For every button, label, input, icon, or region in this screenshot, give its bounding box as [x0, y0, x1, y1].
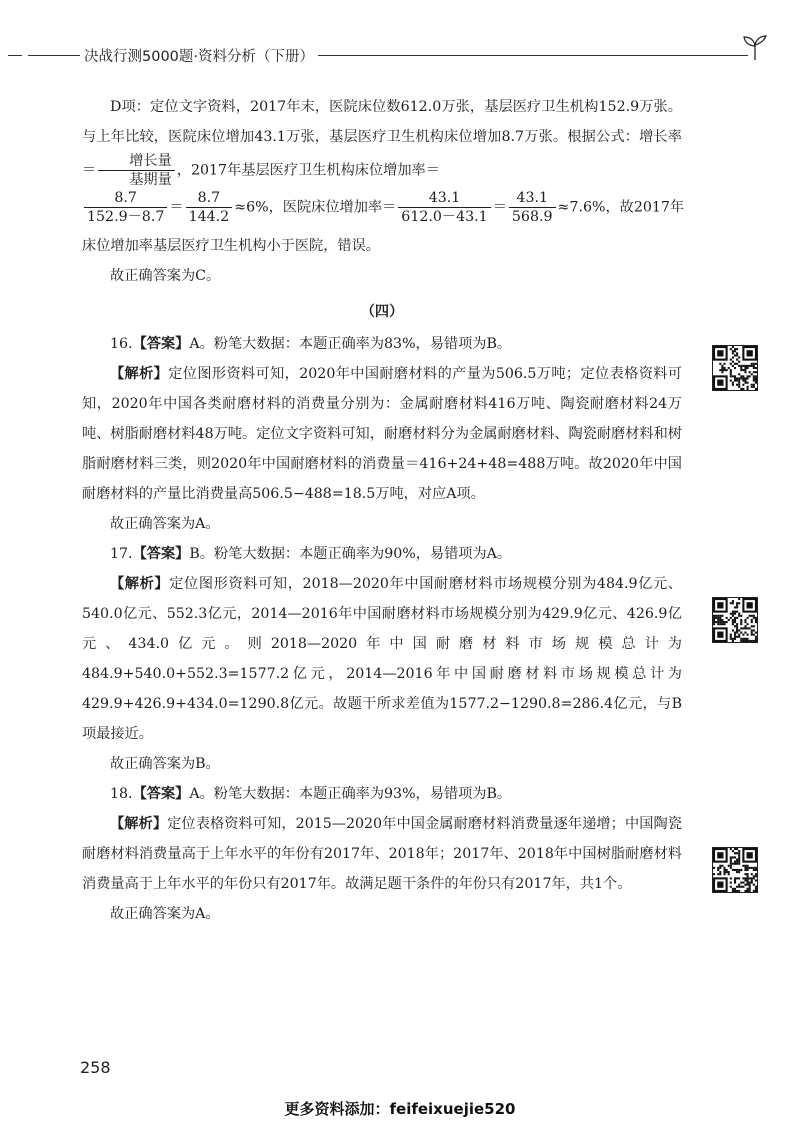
fraction-3	[398, 189, 490, 226]
header-rule-left-short	[8, 55, 22, 56]
fraction-1-denominator: 152.9－8.7	[87, 209, 165, 225]
fraction-4	[509, 189, 556, 226]
q18-analysis-tag: 【解析】	[110, 816, 168, 832]
header-rule-right	[318, 55, 748, 56]
question-17	[82, 539, 682, 779]
d-item-text-tail: ，2017年基层医疗卫生机构床位增加率＝	[176, 162, 440, 179]
fraction-2	[186, 189, 233, 226]
q16-analysis-text: 定位图形资料可知，2020年中国耐磨材料的产量为506.5万吨；定位表格资料可知，2020年中国各类耐磨材料的消费量分别为：金属耐磨材料416万吨、陶瓷耐磨材料24万吨、树脂耐磨材料48万吨。定位文字资料可知，耐磨材料分为金属耐磨材料、陶瓷耐磨材料和树脂耐磨材料三类，则2020年中国耐磨材料的消费量＝416+24+48=488万吨。故2020年中国耐磨材料的产量比消费量高506.5−488=18.5万吨，对应A项。	[82, 366, 682, 502]
fraction-4-denominator: 568.9	[511, 209, 553, 225]
q17-answer-tag: 【答案】	[132, 546, 190, 562]
q17-analysis-text: 定位图形资料可知，2018—2020年中国耐磨材料市场规模分别为484.9亿元、540.0亿元、552.3亿元，2014—2016年中国耐磨材料市场规模分别为429.9亿元、426.9亿元、434.0亿元。则2018—2020年中国耐磨材料市场规模总计为484.9+540.0+552.3=1577.2亿元，2014—2016年中国耐磨材料市场规模总计为429.9+426.9+434.0=1290.8亿元。故题干所求差值为1577.2−1290.8=286.4亿元，与B项最接近。	[82, 576, 682, 742]
approx-text-1: ≈6%，医院床位增加率＝	[234, 199, 397, 216]
qr-code-icon[interactable]	[712, 345, 758, 391]
q18-analysis	[82, 809, 682, 899]
qr-code-icon[interactable]	[712, 597, 758, 643]
fraction-numerator: 增长量	[98, 152, 175, 171]
q16-answer-tag: 【答案】	[132, 336, 190, 352]
equals-sign: ＝	[169, 199, 184, 216]
q18-conclusion: 故正确答案为A。	[110, 906, 220, 922]
question-18	[82, 779, 682, 929]
fraction-3-numerator: 43.1	[398, 189, 490, 208]
fraction-1-numerator: 8.7	[84, 189, 167, 208]
q17-number: 17.	[110, 546, 133, 562]
header-rule-left	[28, 55, 80, 56]
qr-code-icon[interactable]	[712, 847, 758, 893]
fraction-2-numerator: 8.7	[186, 189, 233, 208]
sprout-icon	[740, 34, 770, 62]
page-number: 258	[80, 1058, 111, 1077]
q16-conclusion: 故正确答案为A。	[110, 516, 220, 532]
header-title: 决战行测5000题·资料分析（下册）	[84, 49, 315, 65]
d-item-block	[82, 92, 685, 291]
equals-sign-2: ＝	[492, 199, 507, 216]
page-content	[82, 92, 685, 929]
growth-rate-fraction	[98, 152, 175, 189]
section-title: （四）	[360, 304, 404, 320]
q18-number: 18.	[110, 786, 133, 802]
d-item-paragraph	[82, 92, 682, 189]
question-16	[82, 329, 682, 539]
q17-answer	[82, 539, 682, 569]
q16-answer-text: A。粉笔大数据：本题正确率为83%，易错项为B。	[189, 336, 512, 352]
running-header	[0, 40, 800, 70]
q17-answer-text: B。粉笔大数据：本题正确率为90%，易错项为A。	[189, 546, 512, 562]
q16-answer	[82, 329, 682, 359]
q17-analysis-tag: 【解析】	[110, 576, 170, 592]
footer-contact: 更多资料添加：feifeixuejie520	[284, 1100, 516, 1118]
fraction-denominator: 基期量	[129, 172, 172, 188]
q18-analysis-text: 定位表格资料可知，2015—2020年中国金属耐磨材料消费量逐年递增；中国陶瓷耐磨材料消费量高于上年水平的年份有2017年、2018年；2017年、2018年中国树脂耐磨材料消费量高于上年水平的年份只有2017年。故满足题干条件的年份只有2017年，共1个。	[82, 816, 682, 892]
fraction-3-denominator: 612.0－43.1	[401, 209, 488, 225]
d-item-text: D项：定位文字资料，2017年末，医院床位数612.0万张，基层医疗卫生机构152.9万张。与上年比较，医院床位增加43.1万张，基层医疗卫生机构床位增加8.7万张。根据公式：增长率＝	[82, 99, 682, 179]
q18-answer	[82, 779, 682, 809]
q16-analysis	[82, 359, 682, 509]
fraction-2-denominator: 144.2	[188, 209, 230, 225]
d-item-conclusion: 故正确答案为C。	[110, 268, 221, 284]
q16-analysis-tag: 【解析】	[110, 366, 169, 382]
approx-text-2: ≈7.6%，故2017年	[557, 199, 685, 216]
q18-answer-tag: 【答案】	[132, 786, 190, 802]
fraction-1	[84, 189, 167, 226]
d-item-result: 床位增加率基层医疗卫生机构小于医院，错误。	[82, 238, 380, 254]
q18-answer-text: A。粉笔大数据：本题正确率为93%，易错项为B。	[189, 786, 512, 802]
q17-conclusion: 故正确答案为B。	[110, 756, 220, 772]
fraction-4-numerator: 43.1	[509, 189, 556, 208]
q17-analysis	[82, 569, 682, 749]
formula-line	[82, 189, 685, 231]
q16-number: 16.	[110, 336, 133, 352]
